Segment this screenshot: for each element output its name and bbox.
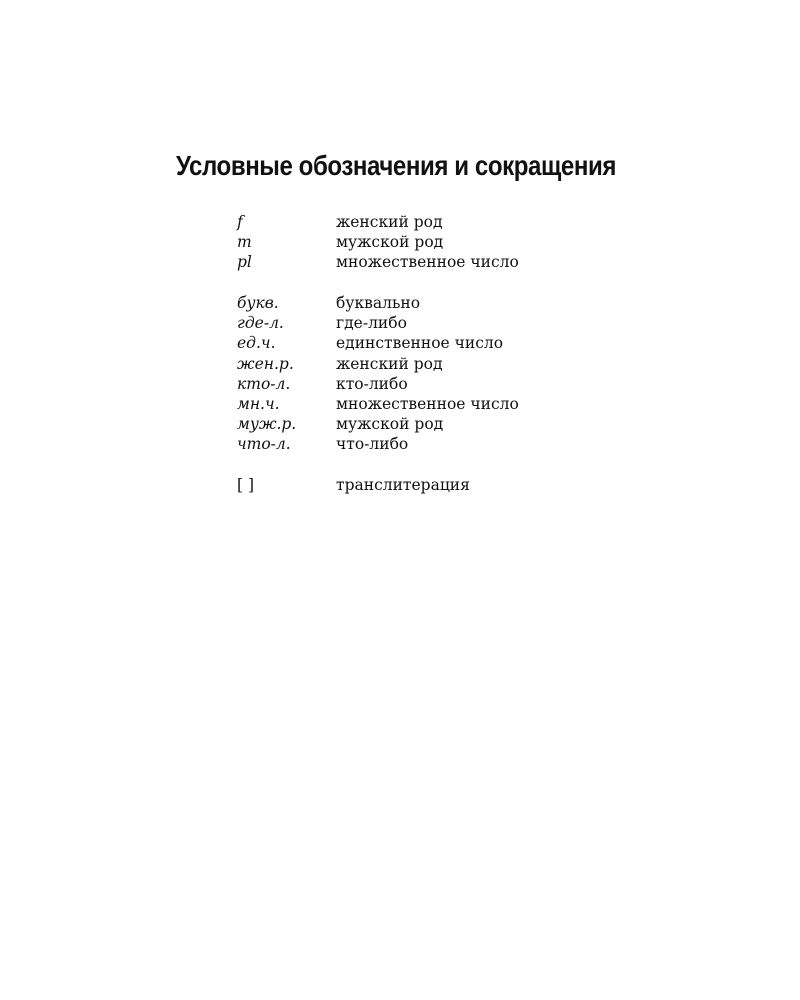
abbreviation-meaning: единственное число bbox=[336, 334, 504, 353]
abbreviation-meaning: мужской род bbox=[336, 233, 444, 252]
abbreviation-meaning: транслитерация bbox=[336, 476, 470, 495]
abbreviation: m bbox=[237, 233, 252, 252]
abbreviation-meaning: женский род bbox=[336, 213, 443, 231]
abbreviation: pl bbox=[237, 253, 252, 272]
abbreviation-row bbox=[237, 414, 657, 434]
abbreviation: букв. bbox=[237, 294, 279, 313]
abbreviation-meaning: множественное число bbox=[336, 395, 519, 413]
page-title: Условные обозначения и сокращения bbox=[176, 150, 616, 181]
abbreviation-row bbox=[237, 434, 657, 454]
abbreviation-row bbox=[237, 354, 657, 374]
abbreviations-list bbox=[237, 212, 657, 516]
abbreviation-meaning: буквально bbox=[336, 294, 421, 313]
abbreviation-row bbox=[237, 232, 657, 252]
abbreviation: ед.ч. bbox=[237, 334, 276, 353]
abbreviation-meaning: женский род bbox=[336, 354, 443, 373]
abbreviation: муж.р. bbox=[237, 415, 297, 434]
abbreviation: f bbox=[237, 213, 243, 231]
abbreviation-row bbox=[237, 252, 657, 272]
abbreviation-row bbox=[237, 333, 657, 353]
abbreviation-meaning: мужской род bbox=[336, 415, 444, 434]
abbreviation-meaning: кто-либо bbox=[336, 374, 408, 393]
abbreviation-meaning: множественное число bbox=[336, 253, 519, 272]
abbreviation-row bbox=[237, 374, 657, 394]
abbreviation-group-cyrillic bbox=[237, 293, 657, 455]
abbreviation: что-л. bbox=[237, 435, 291, 454]
abbreviation-row bbox=[237, 293, 657, 313]
abbreviation: мн.ч. bbox=[237, 395, 280, 413]
abbreviation-row bbox=[237, 475, 657, 495]
abbreviation-meaning: где-либо bbox=[336, 314, 407, 333]
abbreviation-row bbox=[237, 313, 657, 333]
abbreviation-group-symbols bbox=[237, 475, 657, 495]
abbreviation-row bbox=[237, 394, 657, 414]
abbreviation: кто-л. bbox=[237, 374, 291, 393]
abbreviation-group-latin bbox=[237, 212, 657, 273]
abbreviation: где-л. bbox=[237, 314, 284, 333]
abbreviation: [ ] bbox=[237, 476, 255, 495]
abbreviation-row bbox=[237, 212, 657, 232]
abbreviation: жен.р. bbox=[237, 354, 294, 373]
abbreviation-meaning: что-либо bbox=[336, 435, 409, 454]
